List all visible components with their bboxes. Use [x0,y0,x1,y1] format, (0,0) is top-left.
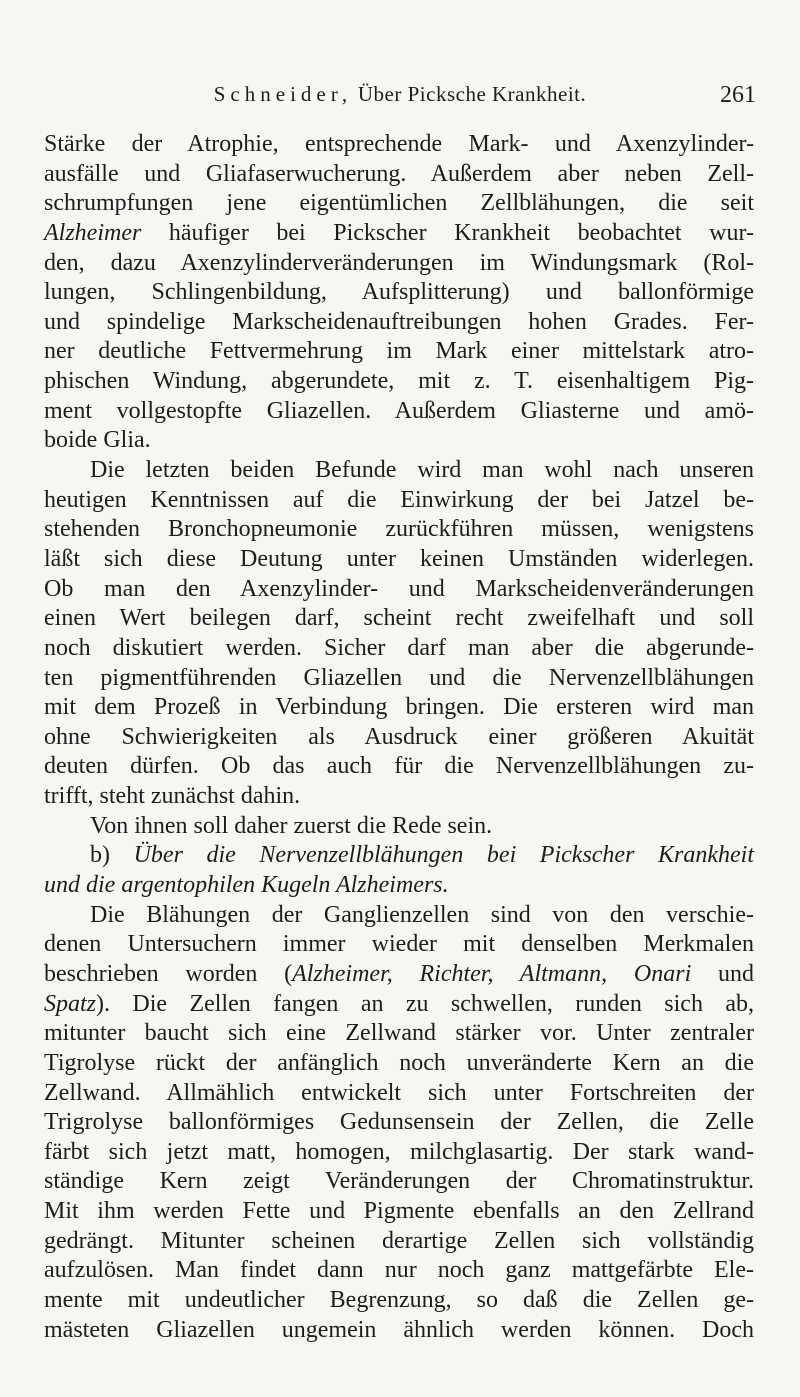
author-names: Alzheimer, Richter, Altmann, Onari [292,960,692,987]
text-line: Tigrolyse rückt der anfänglich noch unveränderte Kern an die [44,1049,754,1076]
text-line: Die Blähungen der Ganglienzellen sind von den verschie- [90,901,754,928]
text-line: einen Wert beilegen darf, scheint recht zweifelhaft und soll [44,605,754,632]
page-number: 261 [720,82,756,108]
text-line: mästeten Gliazellen ungemein ähnlich werden können. Doch [44,1316,754,1343]
author-name: Spatz [44,990,97,1017]
text-line: stehenden Bronchopneumonie zurückführen müssen, wenigstens [44,516,754,543]
section-heading: und die argentophilen Kugeln Alzheimers. [44,872,449,899]
text-line: ständige Kern zeigt Veränderungen der Chromatinstruktur. [44,1168,754,1195]
text-line: beschrieben worden (Alzheimer, Richter, Altmann, Onari und [44,960,754,987]
text-line: deuten dürfen. Ob das auch für die Nervenzellblähungen zu- [44,753,754,780]
text-line: ner deutliche Fettvermehrung im Mark einer mittelstark atro- [44,338,754,365]
running-header [44,82,756,118]
text-line: noch diskutiert werden. Sicher darf man aber die abgerunde- [44,634,754,661]
text-line: Zellwand. Allmählich entwickelt sich unter Fortschreiten der [44,1079,754,1106]
text-line: färbt sich jetzt matt, homogen, milchglasartig. Der stark wand- [44,1138,754,1165]
text-line: mitunter baucht sich eine Zellwand stärker vor. Unter zentraler [44,1020,754,1047]
section-heading: b) Über die Nervenzellblähungen bei Pickscher Krankheit [90,842,754,869]
text-line: Stärke der Atrophie, entsprechende Mark- und Axenzylinder- [44,131,754,157]
text-line: ten pigmentführenden Gliazellen und die Nervenzellblähungen [44,664,754,691]
text-line: den, dazu Axenzylinderveränderungen im Windungsmark (Rol- [44,249,754,276]
text-line: aufzulösen. Man findet dann nur noch ganz mattgefärbte Ele- [44,1257,754,1284]
text-line: Von ihnen soll daher zuerst die Rede sein. [90,812,493,839]
text-line: mente mit undeutlicher Begrenzung, so daß die Zellen ge- [44,1286,754,1313]
text-line: mit dem Prozeß in Verbindung bringen. Die ersteren wird man [44,694,754,721]
text-line: gedrängt. Mitunter scheinen derartige Zellen sich vollständig [44,1227,754,1254]
running-title [44,82,756,107]
text-line: ment vollgestopfte Gliazellen. Außerdem Gliasterne und amö- [44,397,754,424]
text-line: Mit ihm werden Fette und Pigmente ebenfalls an den Zellrand [44,1198,754,1225]
text-line: und spindelige Markscheidenauftreibungen hohen Grades. Fer- [44,308,754,335]
text-line: läßt sich diese Deutung unter keinen Umständen widerlegen. [44,545,754,572]
header-author: Schneider, [213,82,353,106]
text-line: ohne Schwierigkeiten als Ausdruck einer größeren Akuität [44,723,754,750]
text-line: schrumpfungen jene eigentümlichen Zellblähungen, die seit [44,190,754,217]
text-line: lungen, Schlingenbildung, Aufsplitterung) und ballonförmige [44,279,754,306]
header-title: Über Picksche Krankheit. [357,82,587,106]
author-name: Alzheimer [44,219,142,246]
text-line: Alzheimer häufiger bei Pickscher Krankheit beobachtet wur- [44,219,754,246]
text-line: Die letzten beiden Befunde wird man wohl nach unseren [90,457,754,484]
text-line: boide Glia. [44,427,151,454]
text-line: Trigrolyse ballonförmiges Gedunsensein der Zellen, die Zelle [44,1109,754,1136]
text-line: Ob man den Axenzylinder- und Markscheidenveränderungen [44,575,754,602]
body-text [44,130,754,1345]
text-line: trifft, steht zunächst dahin. [44,783,301,810]
text-line: Spatz). Die Zellen fangen an zu schwellen, runden sich ab, [44,990,754,1017]
text-line: heutigen Kenntnissen auf die Einwirkung der bei Jatzel be- [44,486,754,513]
text-line: ausfälle und Gliafaserwucherung. Außerdem aber neben Zell- [44,160,754,187]
text-line: phischen Windung, abgerundete, mit z. T. eisenhaltigem Pig- [44,368,754,395]
text-line: denen Untersuchern immer wieder mit denselben Merkmalen [44,931,754,958]
